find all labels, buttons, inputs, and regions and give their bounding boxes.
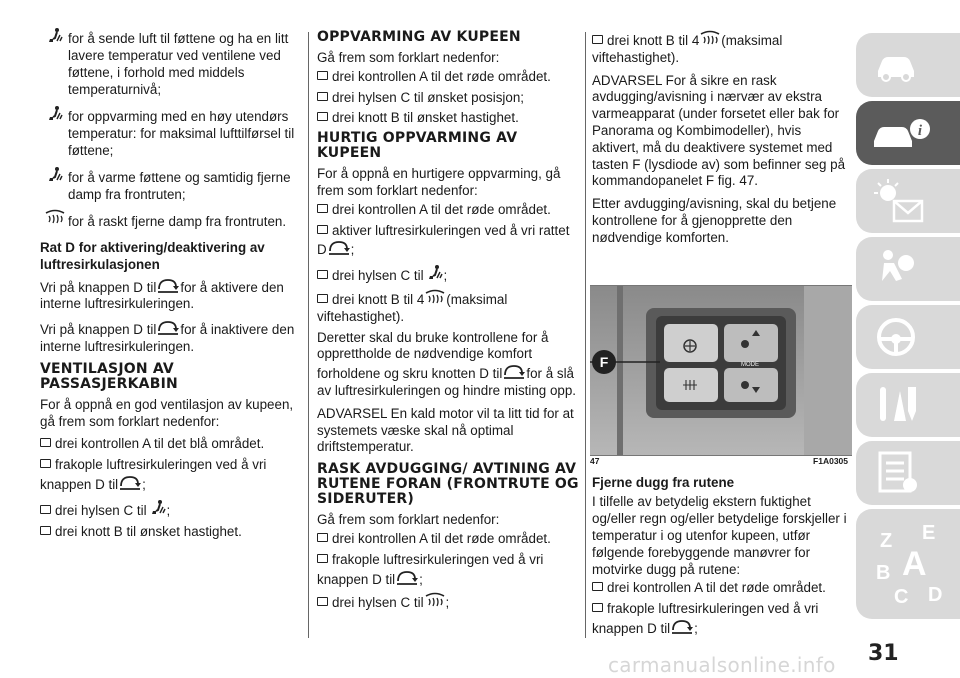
index-letter: D <box>928 584 943 606</box>
list-item: aktiver luftresirkuleringen ved å vri rattet D ; <box>317 222 570 258</box>
svg-text:i: i <box>917 123 923 139</box>
index-letter: C <box>894 586 909 608</box>
list-item: frakople luftresirkuleringen ved å vri knappen D til ; <box>317 551 544 587</box>
list-item: drei hylsen C til ; <box>317 263 581 285</box>
index-letter: A <box>902 545 927 583</box>
list-item: drei kontrollen A til det røde området. <box>317 202 581 219</box>
checkbox-bullet-icon <box>317 270 328 279</box>
recirculation-icon <box>327 239 351 257</box>
feet-heating-icon <box>44 104 64 124</box>
paragraph: Gå frem som forklart nedenfor: <box>317 50 500 65</box>
car-overview-icon <box>872 41 920 89</box>
subheading: Rat D for aktivering/deaktivering av luftresirkulasjonen <box>40 240 265 272</box>
list-item: drei hylsen C til ønsket posisjon; <box>317 90 581 107</box>
checkbox-bullet-icon <box>317 225 328 234</box>
figure-callout-f: F <box>599 353 609 370</box>
feet-defrost-icon <box>44 165 64 185</box>
recirculation-off-icon <box>502 363 526 381</box>
paragraph: Vri på knappen D til for å aktivere den interne luftresirkuleringen. <box>40 277 302 314</box>
checkbox-bullet-icon <box>40 505 51 514</box>
tab-car-overview[interactable] <box>856 33 960 97</box>
paragraph: Etter avdugging/avisning, skal du betjene kontrollene for å gjenopprette den nødvendige komforten. <box>592 196 837 245</box>
car-info-icon <box>872 109 932 157</box>
feet-airflow-icon <box>44 26 64 46</box>
checkbox-bullet-icon <box>592 603 603 612</box>
item-text: for å varme føttene og samtidig fjerne damp fra frontruten; <box>68 170 291 202</box>
checkbox-bullet-icon <box>40 526 51 535</box>
tab-steering-wheel[interactable] <box>856 305 960 369</box>
checkbox-bullet-icon <box>317 597 328 606</box>
warning-paragraph: ADVARSEL En kald motor vil ta litt tid for at systemets væske skal nå optimal driftstemperatur. <box>317 405 574 455</box>
section-heading: HURTIG OPPVARMING AV KUPEEN <box>317 130 518 162</box>
figure-frame <box>590 285 852 456</box>
list-item: drei hylsen C til ; <box>317 592 581 612</box>
checkbox-bullet-icon <box>40 438 51 447</box>
icon-item <box>40 108 302 159</box>
column-3 <box>592 30 850 642</box>
warning-lights-icon <box>872 177 928 227</box>
figure-code: F1A0305 <box>813 455 848 466</box>
checkbox-bullet-icon <box>592 582 603 591</box>
paragraph: Vri på knappen D til for å inaktivere den interne luftresirkuleringen. <box>40 319 302 356</box>
windscreen-defrost-icon <box>44 209 66 227</box>
tab-specifications[interactable] <box>856 441 960 505</box>
control-panel-illustration <box>590 286 852 456</box>
list-item: frakople luftresirkuleringen ved å vri knappen D til ; <box>40 457 267 492</box>
paragraph: For å oppnå en god ventilasjon av kupeen, gå frem som forklart nedenfor: <box>40 396 294 429</box>
column-1 <box>40 30 302 544</box>
paragraph: Deretter skal du bruke kontrollene for å opprettholde de nødvendige komfort forholdene og skru knotten D til for å slå av luftresirkuleringen og hindre misting opp. <box>317 329 577 398</box>
checkbox-bullet-icon <box>317 92 328 101</box>
item-text: for oppvarming med en høy utendørs temperatur: for maksimal lufttilførsel til føttene; <box>68 109 295 158</box>
paragraph: For å oppnå en hurtigere oppvarming, gå frem som forklart nedenfor: <box>317 166 561 198</box>
figure-47 <box>590 285 852 473</box>
specifications-icon <box>872 449 920 497</box>
icon-item <box>40 213 302 230</box>
windscreen-defrost-icon <box>424 592 446 610</box>
paragraph: Gå frem som forklart nedenfor: <box>317 512 500 528</box>
maintenance-icon <box>872 381 924 429</box>
index-letter: E <box>922 522 936 544</box>
checkbox-bullet-icon <box>317 112 328 121</box>
recirculation-icon <box>156 277 180 295</box>
icon-item <box>40 30 302 98</box>
tab-warning-lights[interactable] <box>856 169 960 233</box>
paragraph: I tilfelle av betydelig ekstern fuktighet og/eller regn og/eller betydelige forskjeller i temperatur i og utenfor kupeen, utfør følgende forebyggende manøvrer for motvirke dugg på rutene: <box>592 494 847 577</box>
recirculation-off-icon <box>118 474 142 492</box>
section-heading: OPPVARMING AV KUPEEN <box>317 29 521 45</box>
fan-speed-icon <box>424 289 446 307</box>
page-number: 31 <box>868 641 899 666</box>
chapter-tabs <box>856 33 960 673</box>
list-item: drei knott B til 4 (maksimal viftehastighet). <box>592 30 850 67</box>
warning-paragraph: ADVARSEL For å sikre en rask avdugging/avisning i nærvær av ekstra varmeapparat (under forsetet eller bak for Panorama og Kombimodeller), hvis aktivert, må du deaktivere systemet med tasten F (lysdiode av) som befinner seg på kommandopanelet F fig. 47. <box>592 72 846 189</box>
list-item: drei knott B til ønsket hastighet. <box>317 110 581 127</box>
feet-heating-icon <box>424 263 444 283</box>
column-divider <box>308 32 309 638</box>
fan-speed-icon <box>699 30 721 48</box>
column-divider <box>585 32 586 638</box>
tab-car-info[interactable] <box>856 101 960 165</box>
checkbox-bullet-icon <box>317 71 328 80</box>
recirculation-off-icon <box>156 319 180 337</box>
list-item: drei kontrollen A til det røde området. <box>592 580 850 597</box>
tab-airbag-safety[interactable] <box>856 237 960 301</box>
recirculation-off-icon <box>395 569 419 587</box>
figure-number: 47 <box>590 455 600 466</box>
steering-wheel-icon <box>872 313 920 361</box>
checkbox-bullet-icon <box>40 459 51 468</box>
list-item: drei knott B til ønsket hastighet. <box>40 524 302 541</box>
tab-maintenance[interactable] <box>856 373 960 437</box>
section-heading: RASK AVDUGGING/ AVTINING AV RUTENE FORAN (FRONTRUTE OG SIDERUTER) <box>317 461 579 508</box>
checkbox-bullet-icon <box>317 294 328 303</box>
list-item: drei hylsen C til ; <box>40 498 302 520</box>
recirculation-off-icon <box>670 618 694 636</box>
list-item: drei kontrollen A til det blå området. <box>40 436 302 453</box>
list-item: drei knott B til 4 (maksimal viftehastighet). <box>317 289 581 326</box>
column-2 <box>317 30 581 616</box>
section-heading: VENTILASJON AV PASSASJERKABIN <box>40 360 178 392</box>
subheading: Fjerne dugg fra rutene <box>592 474 735 490</box>
item-text: for å raskt fjerne damp fra frontruten. <box>68 214 287 229</box>
list-item: drei kontrollen A til det røde området. <box>317 69 581 86</box>
checkbox-bullet-icon <box>317 204 328 213</box>
index-letter: B <box>876 562 891 584</box>
index-icon <box>872 517 952 613</box>
feet-airflow-icon <box>147 498 167 518</box>
tab-index[interactable] <box>856 509 960 619</box>
checkbox-bullet-icon <box>317 533 328 542</box>
icon-item <box>40 169 302 203</box>
list-item: drei kontrollen A til det røde området. <box>317 531 581 548</box>
index-letter: Z <box>880 530 893 552</box>
list-item: frakople luftresirkuleringen ved å vri knappen D til ; <box>592 601 819 636</box>
checkbox-bullet-icon <box>592 35 603 44</box>
airbag-safety-icon <box>872 245 920 293</box>
mode-label: MODE <box>741 361 759 368</box>
watermark: carmanualsonline.info <box>608 653 836 677</box>
checkbox-bullet-icon <box>317 554 328 563</box>
item-text: for å sende luft til føttene og ha en litt lavere temperatur ved ventilene ved føttene, i forhold med middels temperaturnivå; <box>68 31 289 97</box>
